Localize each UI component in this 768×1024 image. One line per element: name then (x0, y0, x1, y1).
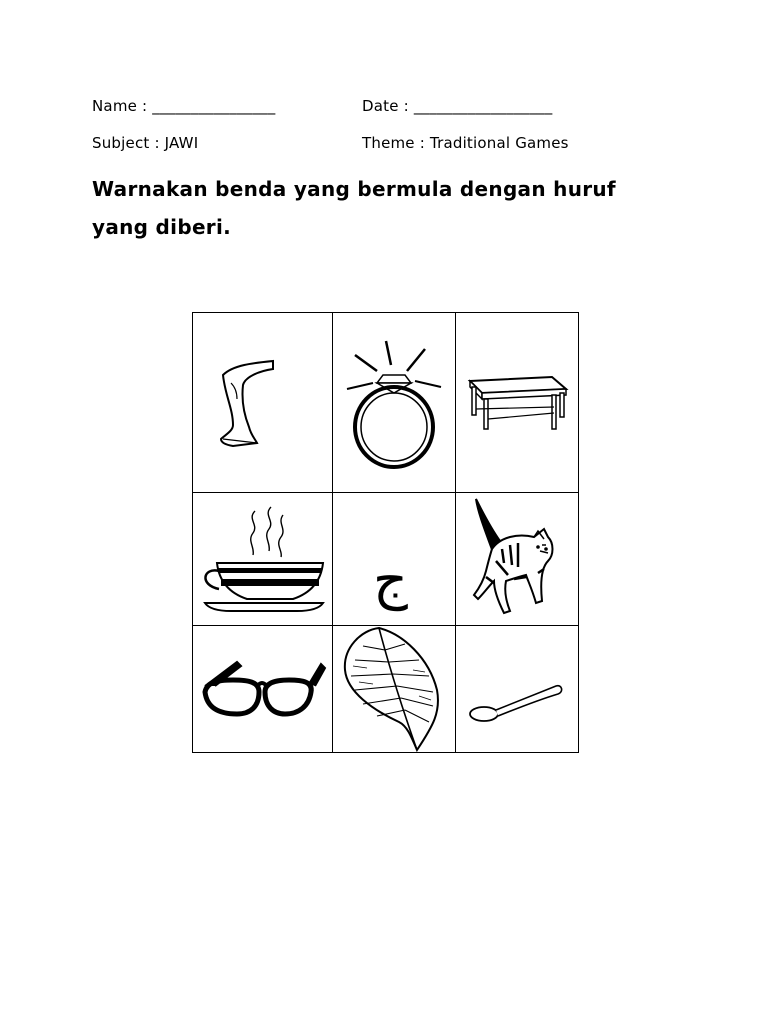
date-field[interactable]: Date : __________________ (362, 97, 553, 115)
grid-cell-spoon[interactable] (456, 626, 578, 752)
grid-cell-leg[interactable] (193, 313, 332, 492)
grid-cell-letter (333, 493, 455, 625)
leaf-icon (333, 626, 455, 752)
teacup-icon (193, 493, 332, 625)
subject-label: Subject : JAWI (92, 134, 199, 152)
grid-cell-ring[interactable] (333, 313, 455, 492)
grid-cell-teacup[interactable] (193, 493, 332, 625)
instruction-text: Warnakan benda yang bermula dengan huruf yang diberi. (92, 177, 616, 239)
grid-cell-glasses[interactable] (193, 626, 332, 752)
cat-icon (456, 493, 578, 625)
table-icon (456, 313, 578, 492)
grid-cell-leaf[interactable] (333, 626, 455, 752)
jim-letter: ج (373, 548, 408, 611)
spoon-icon (456, 626, 578, 752)
glasses-icon (193, 626, 332, 752)
leg-icon (193, 313, 332, 492)
ring-icon (333, 313, 455, 492)
grid-cell-cat[interactable] (456, 493, 578, 625)
picture-grid (192, 312, 579, 753)
theme-label: Theme : Traditional Games (362, 134, 569, 152)
name-field[interactable]: Name : ________________ (92, 97, 276, 115)
grid-cell-table[interactable] (456, 313, 578, 492)
